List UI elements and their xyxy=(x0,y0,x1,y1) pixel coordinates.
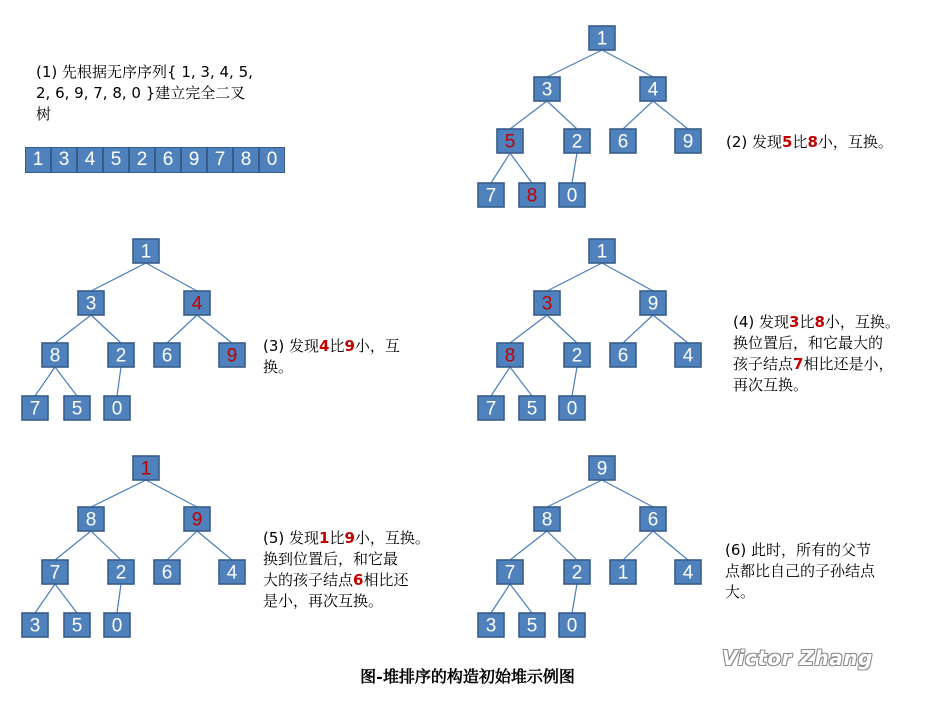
tree-edge xyxy=(547,531,577,560)
tree-node-value: 8 xyxy=(49,345,61,367)
highlight-number: 6 xyxy=(353,571,364,589)
tree-step-2 xyxy=(478,26,701,207)
tree-node-value: 7 xyxy=(485,185,497,207)
highlight-number: 4 xyxy=(319,337,330,355)
step-text-part: 相比还是小， 再次互换。 xyxy=(733,355,894,394)
tree-node-value: 2 xyxy=(571,562,583,584)
tree-node-value: 4 xyxy=(226,562,238,584)
tree-node-value: 4 xyxy=(647,79,659,101)
tree-edge xyxy=(623,101,653,129)
step-text-4 xyxy=(733,312,900,396)
tree-edge xyxy=(146,263,197,291)
tree-edge xyxy=(653,101,688,129)
tree-node-value: 9 xyxy=(682,131,694,153)
step-text-part: 比 xyxy=(329,337,345,355)
tree-edge xyxy=(117,584,121,613)
tree-node-value: 1 xyxy=(596,28,608,50)
tree-node-value: 0 xyxy=(111,615,123,637)
tree-node-value: 6 xyxy=(647,509,659,531)
step-text-2 xyxy=(726,132,893,153)
tree-edge xyxy=(35,367,55,396)
highlight-number: 5 xyxy=(782,133,793,151)
tree-edge xyxy=(602,480,653,507)
tree-step-6 xyxy=(478,456,701,637)
tree-node-value: 2 xyxy=(115,562,127,584)
tree-node-value: 1 xyxy=(140,458,152,480)
tree-node-value: 3 xyxy=(541,79,553,101)
tree-edge xyxy=(55,367,77,396)
tree-node-value: 4 xyxy=(682,345,694,367)
tree-node-value: 2 xyxy=(115,345,127,367)
highlight-number: 1 xyxy=(319,529,330,547)
array-cell: 4 xyxy=(77,147,103,173)
tree-node-value: 0 xyxy=(566,615,578,637)
tree-edge xyxy=(55,315,91,343)
tree-node-value: 3 xyxy=(541,293,553,315)
tree-node-value: 0 xyxy=(111,398,123,420)
tree-edge xyxy=(491,153,510,183)
tree-edge xyxy=(547,315,577,343)
tree-node-value: 3 xyxy=(85,293,97,315)
tree-edge xyxy=(55,584,77,613)
tree-edge xyxy=(167,531,197,560)
tree-edge xyxy=(197,531,232,560)
tree-edge xyxy=(510,315,547,343)
step-text-part: 相比还 是小，再次互换。 xyxy=(263,571,409,610)
tree-edge xyxy=(146,480,197,507)
tree-node-value: 7 xyxy=(504,562,516,584)
step-text-6 xyxy=(725,540,875,603)
tree-node-value: 8 xyxy=(504,345,516,367)
tree-edge xyxy=(117,367,121,396)
tree-edge xyxy=(623,315,653,343)
step-text-part: 小，互换。 xyxy=(817,133,893,151)
highlight-number: 8 xyxy=(807,133,818,151)
highlight-number: 7 xyxy=(793,355,804,373)
tree-node-value: 6 xyxy=(617,131,629,153)
tree-node-value: 7 xyxy=(485,398,497,420)
tree-node-value: 2 xyxy=(571,345,583,367)
tree-edge xyxy=(91,263,146,291)
tree-node-value: 5 xyxy=(526,615,538,637)
step-text-3 xyxy=(263,336,400,378)
tree-edge xyxy=(572,367,577,396)
tree-node-value: 5 xyxy=(526,398,538,420)
step-text-part: 比 xyxy=(329,529,345,547)
highlight-number: 8 xyxy=(814,313,825,331)
tree-node-value: 8 xyxy=(541,509,553,531)
tree-edge xyxy=(653,315,688,343)
tree-edge xyxy=(602,50,653,77)
highlight-number: 9 xyxy=(344,529,355,547)
tree-node-value: 4 xyxy=(191,293,203,315)
highlight-number: 3 xyxy=(789,313,800,331)
tree-edge xyxy=(510,584,532,613)
tree-edge xyxy=(653,531,688,560)
tree-edge xyxy=(572,153,577,183)
tree-node-value: 1 xyxy=(140,241,152,263)
tree-step-3 xyxy=(22,239,245,420)
tree-node-value: 3 xyxy=(485,615,497,637)
diagram-caption: 图-堆排序的构造初始堆示例图 xyxy=(360,667,575,686)
tree-edge xyxy=(491,584,510,613)
tree-node-value: 9 xyxy=(226,345,238,367)
step-text-part: 比 xyxy=(792,133,808,151)
step-text-5 xyxy=(263,528,430,612)
tree-edge xyxy=(55,531,91,560)
tree-node-value: 1 xyxy=(596,241,608,263)
tree-step-4 xyxy=(478,239,701,420)
highlight-number: 9 xyxy=(344,337,355,355)
tree-node-value: 6 xyxy=(161,562,173,584)
tree-node-value: 5 xyxy=(504,131,516,153)
tree-edge xyxy=(572,584,577,613)
tree-edge xyxy=(491,367,510,396)
tree-node-value: 9 xyxy=(596,458,608,480)
tree-edge xyxy=(547,101,577,129)
tree-edge xyxy=(35,584,55,613)
step-text-part: 小，互 换。 xyxy=(263,337,400,376)
tree-node-value: 8 xyxy=(85,509,97,531)
step-text-part: (5) 发现 xyxy=(263,529,320,547)
tree-node-value: 0 xyxy=(566,398,578,420)
array-cell: 1 xyxy=(25,147,51,173)
tree-edge xyxy=(91,315,121,343)
tree-edge xyxy=(547,50,602,77)
tree-edge xyxy=(623,531,653,560)
array-cell: 8 xyxy=(233,147,259,173)
tree-node-value: 6 xyxy=(161,345,173,367)
step-text-part: (4) 发现 xyxy=(733,313,790,331)
intro-text: (1) 先根据无序序列{ 1, 3, 4, 5, 2, 6, 9, 7, 8, 0 }建立完全二叉 树 xyxy=(36,63,253,123)
array-cell: 9 xyxy=(181,147,207,173)
tree-edge xyxy=(91,531,121,560)
tree-node-value: 7 xyxy=(29,398,41,420)
array-cell: 6 xyxy=(155,147,181,173)
tree-edge xyxy=(510,367,532,396)
tree-node-value: 4 xyxy=(682,562,694,584)
array-cell: 5 xyxy=(103,147,129,173)
tree-edge xyxy=(602,263,653,291)
tree-node-value: 7 xyxy=(49,562,61,584)
step-text-part: 比 xyxy=(799,313,815,331)
step-text-part: (2) 发现 xyxy=(726,133,783,151)
tree-step-5 xyxy=(22,456,245,637)
tree-node-value: 0 xyxy=(566,185,578,207)
step-text-part: (3) 发现 xyxy=(263,337,320,355)
tree-edge xyxy=(547,263,602,291)
tree-node-value: 3 xyxy=(29,615,41,637)
step-text-part: 小，互换。 换位置后，和它最大的 孩子结点 xyxy=(733,313,900,373)
array-cell: 7 xyxy=(207,147,233,173)
array-cell: 3 xyxy=(51,147,77,173)
tree-edge xyxy=(510,153,532,183)
tree-node-value: 9 xyxy=(647,293,659,315)
watermark: Victor Zhang xyxy=(722,646,873,670)
step-text-part: 小，互换。 换到位置后，和它最 大的孩子结点 xyxy=(263,529,430,589)
tree-node-value: 5 xyxy=(71,398,83,420)
tree-edge xyxy=(547,480,602,507)
tree-edge xyxy=(167,315,197,343)
tree-node-value: 8 xyxy=(526,185,538,207)
array-cell: 0 xyxy=(259,147,285,173)
tree-node-value: 2 xyxy=(571,131,583,153)
tree-node-value: 5 xyxy=(71,615,83,637)
array-cell: 2 xyxy=(129,147,155,173)
tree-node-value: 9 xyxy=(191,509,203,531)
tree-node-value: 6 xyxy=(617,345,629,367)
tree-edge xyxy=(197,315,232,343)
tree-edge xyxy=(91,480,146,507)
step-text-part: (6) 此时，所有的父节 点都比自己的子孙结点 大。 xyxy=(725,541,876,601)
tree-edge xyxy=(510,101,547,129)
tree-node-value: 1 xyxy=(617,562,629,584)
tree-edge xyxy=(510,531,547,560)
